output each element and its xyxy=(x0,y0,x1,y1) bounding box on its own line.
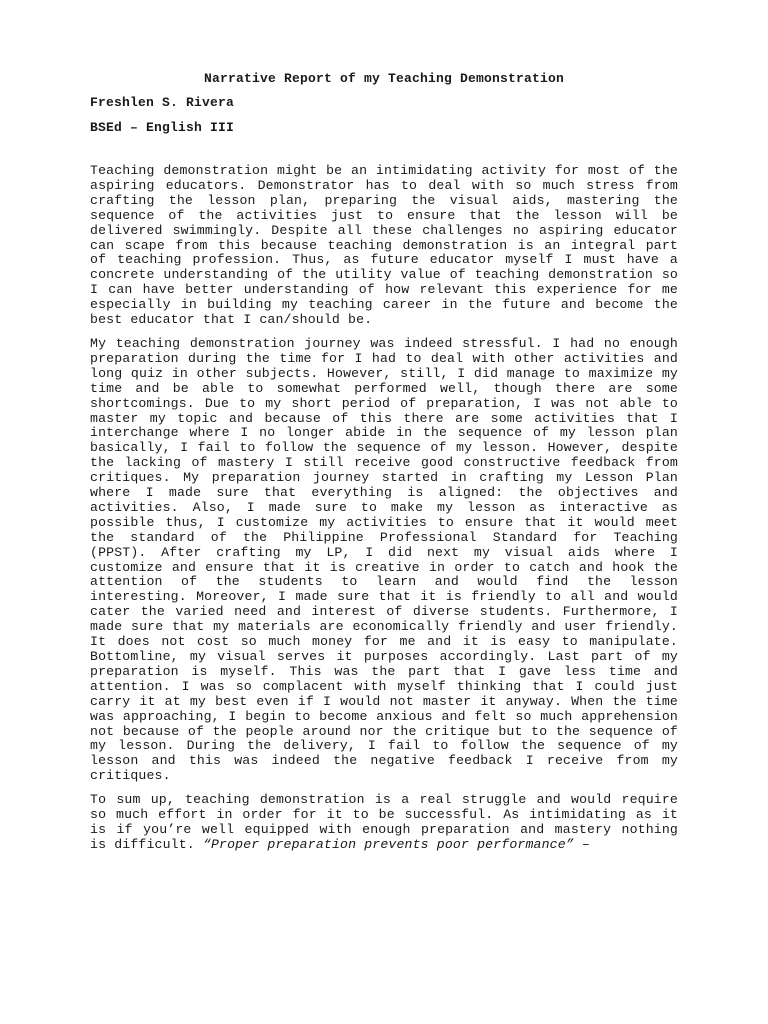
document-title: Narrative Report of my Teaching Demonstration xyxy=(203,71,565,86)
author-name: Freshlen S. Rivera xyxy=(90,95,235,110)
course-label: BSEd – English III xyxy=(90,120,235,135)
paragraph-intro: Teaching demonstration might be an intimidating activity for most of the aspiring educators. Demonstrator has to deal with so much stress from crafting the lesson plan, preparing the visual aids, mastering the sequence of the activities just to ensure that the lesson will be delivered swimmingly. Despite all these challenges no aspiring educator can scape from this because teaching demonstration is an integral part of teaching profession. Thus, as future educator myself I must have a concrete understanding of the utility value of teaching demonstration so I can have better understanding of how relevant this experience for me especially in building my teaching career in the future and become the best educator that I can/should be. xyxy=(90,163,678,328)
paragraph-conclusion xyxy=(90,793,678,853)
conclusion-text: To sum up, teaching demonstration is a real struggle and would require so much effort in order for it to be successful. As intimidating as it is if you’re well equipped with enough preparation and mastery nothing is difficult. xyxy=(90,792,678,852)
paragraph-journey: My teaching demonstration journey was indeed stressful. I had no enough preparation during the time for I had to deal with other activities and long quiz in other subjects. However, still, I did manage to maximize my time and be able to somewhat performed well, though there are some shortcomings. Due to my short period of preparation, I was not able to master my topic and because of this there are some activities that I interchange where I no longer abide in the sequence of my lesson plan basically, I fail to follow the sequence of my lesson. However, despite the lacking of mastery I still receive good constructive feedback from critiques. My preparation journey started in crafting my Lesson Plan where I made sure that everything is aligned: the objectives and activities. Also, I made sure to make my lesson as interactive as possible thus, I customize my activities to ensure that it would meet the standard of the Philippine Professional Standard for Teaching (PPST). After crafting my LP, I did next my visual aids where I customize and ensure that it is creative in order to catch and hook the attention of the students to learn and would find the lesson interesting. Moreover, I made sure that it is friendly to all and would cater the varied need and interest of diverse students. Furthermore, I made sure that my materials are economically friendly and user friendly. It does not cost so much money for me and it is easy to manipulate. Bottomline, my visual serves it purposes accordingly. Last part of my preparation is myself. This was the part that I gave less time and attention. I was so complacent with myself thinking that I could just carry it at my best even if I would not master it anyway. When the time was approaching, I begin to become anxious and felt so much apprehension not because of the people around nor the critique but to the sequence of my lesson. During the delivery, I fail to follow the sequence of my lesson and this was indeed the negative feedback I receive from my critiques. xyxy=(90,335,678,784)
document-body xyxy=(90,164,678,862)
closing-quote: “Proper preparation prevents poor performance” – xyxy=(202,836,590,852)
